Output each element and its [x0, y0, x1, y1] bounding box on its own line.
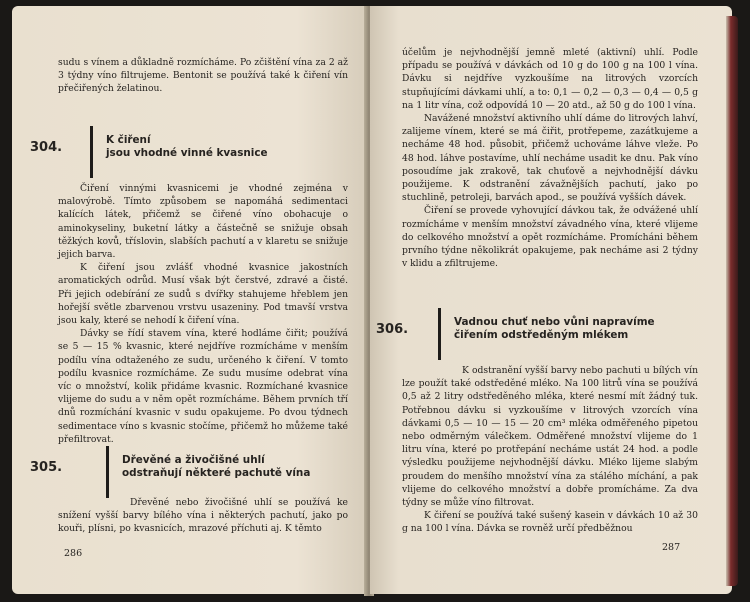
heading-bar [106, 446, 109, 498]
book-spread [8, 6, 740, 596]
section-title: Dřevěné a živočišné uhlí odstraňují některé pachutě vína [122, 454, 311, 479]
left-page [12, 6, 368, 594]
heading-bar [90, 126, 93, 178]
section-305-body: Dřevěné nebo živočišné uhlí se používá ke snížení vyšší barvy bílého vína i některých pachutí, jako po kouři, plísni, po kvasnicích, mrazové příchuti aj. K těmto [58, 497, 348, 535]
right-top-paragraphs: účelům je nejvhodnější jemně mleté (aktivní) uhlí. Podle případu se používá v dávkách od 10 g do 100 g na 100 l vína. Dávku si nejdříve vyzkoušíme na litrových vzorcích stupňujícími dávkami uhlí, a to: 0,1 — 0,2 — 0,3 — 0,4 — 0,5 g na 1 litr vína, což odpovídá 10 — 20 atd., až 50 g do 100 l vína. Navážené množství aktivního uhlí dáme do litrových lahví, zalijeme vínem, které se má čiřit, protřepeme, zazátkujeme a necháme 48 hod. působit, přičemž uchováme láhve vleže. Po 48 hod. láhve postavíme, uhlí necháme usadit ke dnu. Pak víno posoudíme jak zrakově, tak chuťově a nejvhodnější dávku použijeme. K odstranění závažnějších pachutí, jako po stuchlině, petroleji, barvách apod., se používá vyšších dávek. Čiření se provede vyhovující dávkou tak, že odvážené uhlí rozmícháme v menším množství závadného vína, které vlijeme do celkového množství a opět rozmícháme. Promícháni během prvního týdne několikrát opakujeme, pak necháme asi 2 týdny v klidu a zfiltrujeme. [402, 47, 698, 270]
section-number: 306. [376, 322, 409, 337]
section-title: Vadnou chuť nebo vůni napravíme čiřením odstředěným mlékem [454, 316, 655, 341]
page-number-left: 286 [64, 548, 83, 559]
right-page [370, 6, 732, 594]
page-number-right: 287 [662, 542, 681, 553]
section-304-body: Čiření vinnými kvasnicemi je vhodné zejména v malovýrobě. Tímto způsobem se napomáhá sedimentaci kalících látek, přičemž se čiřené víno obohacuje o aminokyseliny, buketní látky a částečně se snižuje obsah těžkých kovů, tříslovin, slabších pachutí a v klaretu se snižuje jejich barva. K čiření jsou zvlášť vhodné kvasnice jakostních aromatických odrůd. Musí však být čerstvé, zdravé a čisté. Při jejich odebírání ze sudů s dvířky stahujeme hřeblem jen hořejší světle zbarvenou vrstvu usazeniny. Pod tmavší vrstva jsou kaly, které se nehodí k čiření vína. Dávky se řídí stavem vína, které hodláme čiřit; používá se 5 — 15 % kvasnic, které nejdříve rozmícháme v menším podílu vína odtaženého ze sudu, určeného k čiření. V tomto podílu kvasnice rozmícháme. Ze sudu musíme odebrat vína víc o množství, kolik přidáme kvasnic. Rozmíchané kvasnice vlijeme do sudu a v něm opět rozmícháme. Během prvních tří dnů rozmíchání kvasnic v sudu opakujeme. Po dvou týdnech sedimentace víno s kvasnic stočíme, přičemž ho můžeme také přefiltrovat. [58, 183, 348, 445]
section-number: 305. [30, 460, 63, 475]
heading-bar [438, 308, 441, 360]
section-number: 304. [30, 140, 63, 155]
section-306-body: K odstranění vyšší barvy nebo pachuti u bílých vín lze použít také odstředěné mléko. Na 100 litrů vína se používá 0,5 až 2 litry odstředěného mléka, které nesmí mít žádný tuk. Potřebnou dávku si vyzkoušíme v litrových vzorcích vína dávkami 0,5 — 10 — 15 — 20 cm³ mléka odměřeného pipetou nebo odměrným válečkem. Odměřené množství vlijeme do 1 litru vína, které po protřepání necháme ustát 24 hod. a podle výsledku použijeme nejvhodnější dávku. Mléko lijeme slabým proudem do menšího množství vína za stálého míchání, a pak vlijeme do celkového množství a dobře promícháme. Za dva týdny se může víno filtrovat. K čiření se používá také sušený kasein v dávkách 10 až 30 g na 100 l vína. Dávka se rovněž určí předběžnou [402, 365, 698, 535]
section-title: K čiření jsou vhodné vinné kvasnice [106, 134, 268, 159]
left-top-paragraph: sudu s vínem a důkladně rozmícháme. Po zčištění vína za 2 až 3 týdny víno filtrujeme. Bentonit se používá také k čiření vín přečiřených želatinou. [58, 57, 348, 95]
book-edge [726, 16, 738, 586]
